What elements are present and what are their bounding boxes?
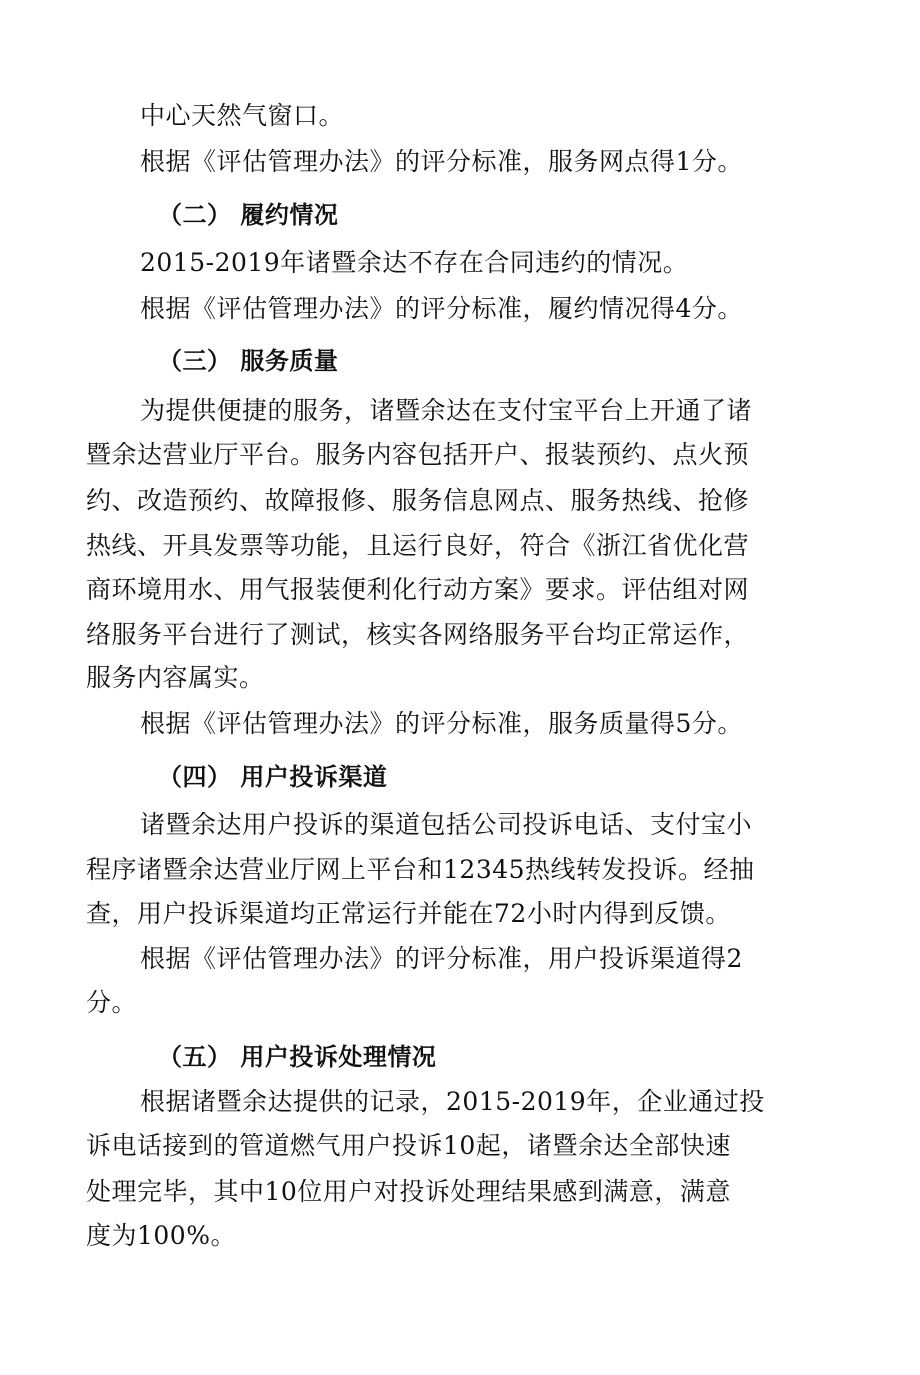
paragraph-line: 诸暨余达用户投诉的渠道包括公司投诉电话、支付宝小 [140,810,753,839]
paragraph-line: 约、改造预约、故障报修、服务信息网点、服务热线、抢修 [86,486,750,515]
paragraph-line: 程序诸暨余达营业厅网上平台和12345热线转发投诉。经抽 [86,855,755,884]
paragraph-line: 根据《评估管理办法》的评分标准，履约情况得4分。 [140,294,743,323]
paragraph-line: 分。 [86,988,138,1017]
paragraph-line: 络服务平台进行了测试，核实各网络服务平台均正常运作， [86,620,750,649]
paragraph-line: 2015-2019年诸暨余达不存在合同违约的情况。 [140,248,689,277]
paragraph-line: 度为100%。 [86,1221,236,1250]
paragraph-line: 暨余达营业厅平台。服务内容包括开户、报装预约、点火预 [86,440,750,469]
paragraph-line: 查，用户投诉渠道均正常运行并能在72小时内得到反馈。 [86,899,731,928]
paragraph-line: 服务内容属实。 [86,663,265,692]
paragraph-line: 处理完毕，其中10位用户对投诉处理结果感到满意，满意 [86,1177,731,1206]
paragraph-line: 中心天然气窗口。 [140,101,345,130]
paragraph-line: 商环境用水、用气报装便利化行动方案》要求。评估组对网 [86,575,750,604]
section-heading-5: （五） 用户投诉处理情况 [158,1043,437,1071]
section-heading-3: （三） 服务质量 [158,347,339,375]
paragraph-line: 为提供便捷的服务，诸暨余达在支付宝平台上开通了诸 [140,396,753,425]
paragraph-line: 根据《评估管理办法》的评分标准，服务网点得1分。 [140,147,743,176]
paragraph-line: 热线、开具发票等功能，且运行良好，符合《浙江省优化营 [86,531,750,560]
paragraph-line: 根据《评估管理办法》的评分标准，用户投诉渠道得2 [140,944,743,973]
section-heading-4: （四） 用户投诉渠道 [158,763,388,791]
paragraph-line: 根据诸暨余达提供的记录，2015-2019年，企业通过投 [140,1087,765,1116]
paragraph-line: 根据《评估管理办法》的评分标准，服务质量得5分。 [140,709,743,738]
paragraph-line: 诉电话接到的管道燃气用户投诉10起，诸暨余达全部快速 [86,1131,731,1160]
section-heading-2: （二） 履约情况 [158,201,339,229]
